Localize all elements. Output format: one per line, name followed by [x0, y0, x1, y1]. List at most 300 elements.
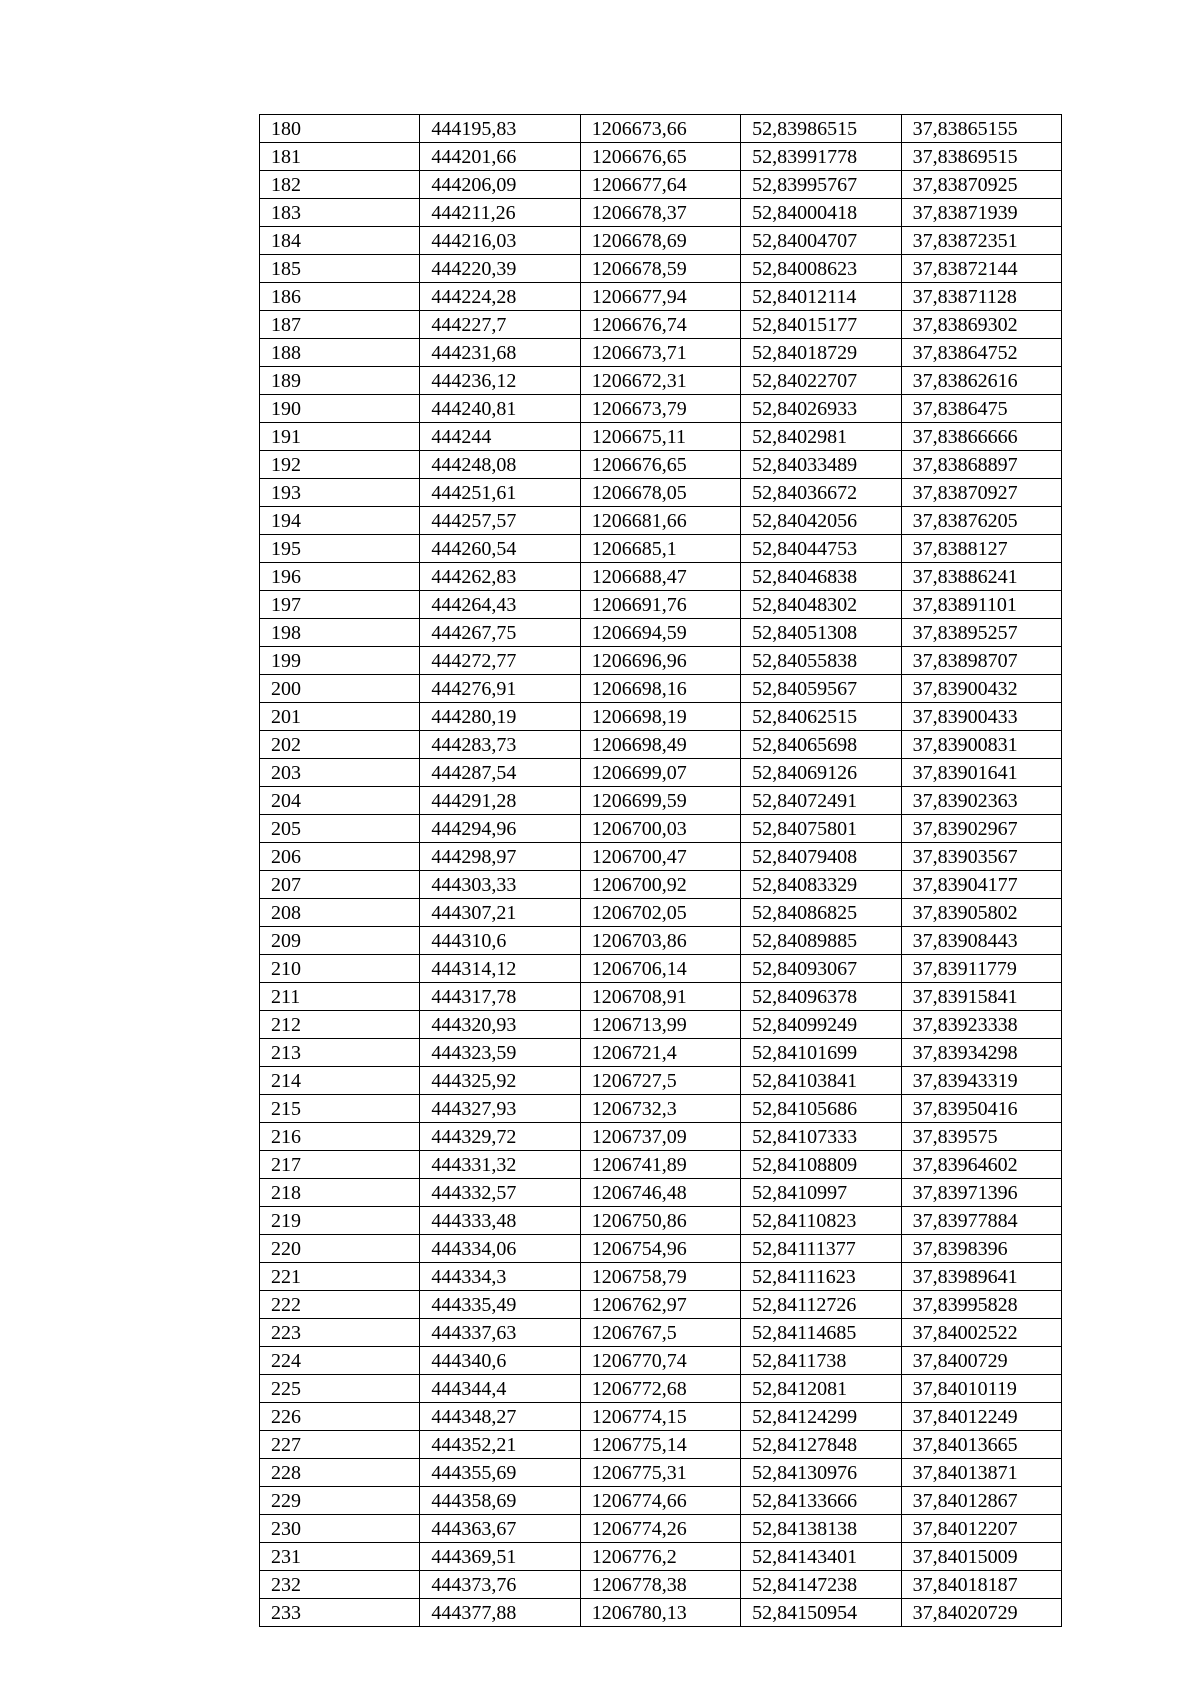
- point-number-cell: 209: [260, 927, 420, 955]
- longitude-cell: 37,84002522: [901, 1319, 1061, 1347]
- y-coordinate-cell: 1206737,09: [580, 1123, 740, 1151]
- x-coordinate-cell: 444220,39: [420, 255, 580, 283]
- table-row: [260, 1571, 1062, 1599]
- table-row: [260, 339, 1062, 367]
- table-row: [260, 927, 1062, 955]
- y-coordinate-cell: 1206685,1: [580, 535, 740, 563]
- point-number-cell: 228: [260, 1459, 420, 1487]
- table-row: [260, 535, 1062, 563]
- table-row: [260, 675, 1062, 703]
- y-coordinate-cell: 1206767,5: [580, 1319, 740, 1347]
- y-coordinate-cell: 1206699,59: [580, 787, 740, 815]
- point-number-cell: 184: [260, 227, 420, 255]
- y-coordinate-cell: 1206673,66: [580, 115, 740, 143]
- longitude-cell: 37,84012867: [901, 1487, 1061, 1515]
- y-coordinate-cell: 1206676,74: [580, 311, 740, 339]
- x-coordinate-cell: 444335,49: [420, 1291, 580, 1319]
- y-coordinate-cell: 1206762,97: [580, 1291, 740, 1319]
- y-coordinate-cell: 1206681,66: [580, 507, 740, 535]
- latitude-cell: 52,83991778: [741, 143, 901, 171]
- point-number-cell: 220: [260, 1235, 420, 1263]
- point-number-cell: 215: [260, 1095, 420, 1123]
- y-coordinate-cell: 1206770,74: [580, 1347, 740, 1375]
- longitude-cell: 37,83964602: [901, 1151, 1061, 1179]
- table-row: [260, 1403, 1062, 1431]
- point-number-cell: 214: [260, 1067, 420, 1095]
- table-row: [260, 955, 1062, 983]
- point-number-cell: 190: [260, 395, 420, 423]
- longitude-cell: 37,83891101: [901, 591, 1061, 619]
- table-row: [260, 507, 1062, 535]
- x-coordinate-cell: 444260,54: [420, 535, 580, 563]
- y-coordinate-cell: 1206721,4: [580, 1039, 740, 1067]
- table-row: [260, 1431, 1062, 1459]
- latitude-cell: 52,83986515: [741, 115, 901, 143]
- table-row: [260, 311, 1062, 339]
- y-coordinate-cell: 1206741,89: [580, 1151, 740, 1179]
- longitude-cell: 37,83971396: [901, 1179, 1061, 1207]
- point-number-cell: 201: [260, 703, 420, 731]
- table-row: [260, 1067, 1062, 1095]
- y-coordinate-cell: 1206700,92: [580, 871, 740, 899]
- y-coordinate-cell: 1206678,69: [580, 227, 740, 255]
- point-number-cell: 210: [260, 955, 420, 983]
- point-number-cell: 233: [260, 1599, 420, 1627]
- latitude-cell: 52,84107333: [741, 1123, 901, 1151]
- latitude-cell: 52,84055838: [741, 647, 901, 675]
- table-row: [260, 255, 1062, 283]
- y-coordinate-cell: 1206696,96: [580, 647, 740, 675]
- longitude-cell: 37,83866666: [901, 423, 1061, 451]
- y-coordinate-cell: 1206698,49: [580, 731, 740, 759]
- x-coordinate-cell: 444195,83: [420, 115, 580, 143]
- latitude-cell: 52,84111623: [741, 1263, 901, 1291]
- latitude-cell: 52,84147238: [741, 1571, 901, 1599]
- latitude-cell: 52,84000418: [741, 199, 901, 227]
- longitude-cell: 37,84012249: [901, 1403, 1061, 1431]
- latitude-cell: 52,84033489: [741, 451, 901, 479]
- x-coordinate-cell: 444283,73: [420, 731, 580, 759]
- point-number-cell: 213: [260, 1039, 420, 1067]
- table-row: [260, 647, 1062, 675]
- longitude-cell: 37,83900831: [901, 731, 1061, 759]
- table-row: [260, 899, 1062, 927]
- latitude-cell: 52,84089885: [741, 927, 901, 955]
- x-coordinate-cell: 444272,77: [420, 647, 580, 675]
- table-row: [260, 1151, 1062, 1179]
- x-coordinate-cell: 444231,68: [420, 339, 580, 367]
- longitude-cell: 37,83862616: [901, 367, 1061, 395]
- x-coordinate-cell: 444211,26: [420, 199, 580, 227]
- point-number-cell: 187: [260, 311, 420, 339]
- y-coordinate-cell: 1206703,86: [580, 927, 740, 955]
- latitude-cell: 52,84101699: [741, 1039, 901, 1067]
- x-coordinate-cell: 444344,4: [420, 1375, 580, 1403]
- latitude-cell: 52,84112726: [741, 1291, 901, 1319]
- y-coordinate-cell: 1206691,76: [580, 591, 740, 619]
- y-coordinate-cell: 1206698,19: [580, 703, 740, 731]
- longitude-cell: 37,83901641: [901, 759, 1061, 787]
- point-number-cell: 193: [260, 479, 420, 507]
- point-number-cell: 182: [260, 171, 420, 199]
- latitude-cell: 52,84143401: [741, 1543, 901, 1571]
- y-coordinate-cell: 1206708,91: [580, 983, 740, 1011]
- longitude-cell: 37,83902363: [901, 787, 1061, 815]
- point-number-cell: 225: [260, 1375, 420, 1403]
- latitude-cell: 52,84048302: [741, 591, 901, 619]
- longitude-cell: 37,83895257: [901, 619, 1061, 647]
- x-coordinate-cell: 444373,76: [420, 1571, 580, 1599]
- y-coordinate-cell: 1206758,79: [580, 1263, 740, 1291]
- longitude-cell: 37,83995828: [901, 1291, 1061, 1319]
- y-coordinate-cell: 1206700,47: [580, 843, 740, 871]
- point-number-cell: 231: [260, 1543, 420, 1571]
- latitude-cell: 52,84105686: [741, 1095, 901, 1123]
- x-coordinate-cell: 444363,67: [420, 1515, 580, 1543]
- y-coordinate-cell: 1206698,16: [580, 675, 740, 703]
- x-coordinate-cell: 444327,93: [420, 1095, 580, 1123]
- x-coordinate-cell: 444352,21: [420, 1431, 580, 1459]
- y-coordinate-cell: 1206746,48: [580, 1179, 740, 1207]
- x-coordinate-cell: 444337,63: [420, 1319, 580, 1347]
- x-coordinate-cell: 444236,12: [420, 367, 580, 395]
- longitude-cell: 37,84020729: [901, 1599, 1061, 1627]
- x-coordinate-cell: 444377,88: [420, 1599, 580, 1627]
- x-coordinate-cell: 444262,83: [420, 563, 580, 591]
- point-number-cell: 230: [260, 1515, 420, 1543]
- x-coordinate-cell: 444287,54: [420, 759, 580, 787]
- longitude-cell: 37,83900432: [901, 675, 1061, 703]
- table-row: [260, 619, 1062, 647]
- point-number-cell: 226: [260, 1403, 420, 1431]
- latitude-cell: 52,84133666: [741, 1487, 901, 1515]
- table-row: [260, 703, 1062, 731]
- latitude-cell: 52,84079408: [741, 843, 901, 871]
- point-number-cell: 212: [260, 1011, 420, 1039]
- x-coordinate-cell: 444227,7: [420, 311, 580, 339]
- table-row: [260, 1235, 1062, 1263]
- point-number-cell: 188: [260, 339, 420, 367]
- table-row: [260, 871, 1062, 899]
- table-row: [260, 591, 1062, 619]
- table-row: [260, 1207, 1062, 1235]
- latitude-cell: 52,84124299: [741, 1403, 901, 1431]
- longitude-cell: 37,8398396: [901, 1235, 1061, 1263]
- point-number-cell: 203: [260, 759, 420, 787]
- longitude-cell: 37,8400729: [901, 1347, 1061, 1375]
- latitude-cell: 52,84022707: [741, 367, 901, 395]
- y-coordinate-cell: 1206706,14: [580, 955, 740, 983]
- latitude-cell: 52,8410997: [741, 1179, 901, 1207]
- y-coordinate-cell: 1206676,65: [580, 143, 740, 171]
- x-coordinate-cell: 444307,21: [420, 899, 580, 927]
- table-row: [260, 1515, 1062, 1543]
- latitude-cell: 52,84103841: [741, 1067, 901, 1095]
- longitude-cell: 37,83864752: [901, 339, 1061, 367]
- table-row: [260, 423, 1062, 451]
- longitude-cell: 37,83911779: [901, 955, 1061, 983]
- x-coordinate-cell: 444298,97: [420, 843, 580, 871]
- longitude-cell: 37,84013871: [901, 1459, 1061, 1487]
- longitude-cell: 37,83900433: [901, 703, 1061, 731]
- table-row: [260, 451, 1062, 479]
- point-number-cell: 222: [260, 1291, 420, 1319]
- longitude-cell: 37,83943319: [901, 1067, 1061, 1095]
- point-number-cell: 185: [260, 255, 420, 283]
- coordinates-table-body: [260, 115, 1062, 1627]
- x-coordinate-cell: 444294,96: [420, 815, 580, 843]
- table-row: [260, 395, 1062, 423]
- y-coordinate-cell: 1206774,26: [580, 1515, 740, 1543]
- latitude-cell: 52,84065698: [741, 731, 901, 759]
- point-number-cell: 192: [260, 451, 420, 479]
- point-number-cell: 198: [260, 619, 420, 647]
- latitude-cell: 52,8412081: [741, 1375, 901, 1403]
- x-coordinate-cell: 444244: [420, 423, 580, 451]
- longitude-cell: 37,83989641: [901, 1263, 1061, 1291]
- point-number-cell: 219: [260, 1207, 420, 1235]
- table-row: [260, 115, 1062, 143]
- point-number-cell: 181: [260, 143, 420, 171]
- table-row: [260, 815, 1062, 843]
- x-coordinate-cell: 444320,93: [420, 1011, 580, 1039]
- table-row: [260, 1263, 1062, 1291]
- y-coordinate-cell: 1206776,2: [580, 1543, 740, 1571]
- x-coordinate-cell: 444358,69: [420, 1487, 580, 1515]
- table-row: [260, 283, 1062, 311]
- y-coordinate-cell: 1206732,3: [580, 1095, 740, 1123]
- point-number-cell: 183: [260, 199, 420, 227]
- latitude-cell: 52,84075801: [741, 815, 901, 843]
- latitude-cell: 52,84138138: [741, 1515, 901, 1543]
- x-coordinate-cell: 444323,59: [420, 1039, 580, 1067]
- longitude-cell: 37,83876205: [901, 507, 1061, 535]
- longitude-cell: 37,83872351: [901, 227, 1061, 255]
- x-coordinate-cell: 444317,78: [420, 983, 580, 1011]
- y-coordinate-cell: 1206775,31: [580, 1459, 740, 1487]
- x-coordinate-cell: 444291,28: [420, 787, 580, 815]
- y-coordinate-cell: 1206676,65: [580, 451, 740, 479]
- y-coordinate-cell: 1206678,37: [580, 199, 740, 227]
- y-coordinate-cell: 1206727,5: [580, 1067, 740, 1095]
- y-coordinate-cell: 1206774,66: [580, 1487, 740, 1515]
- longitude-cell: 37,83871128: [901, 283, 1061, 311]
- latitude-cell: 52,84051308: [741, 619, 901, 647]
- longitude-cell: 37,8386475: [901, 395, 1061, 423]
- x-coordinate-cell: 444267,75: [420, 619, 580, 647]
- latitude-cell: 52,84062515: [741, 703, 901, 731]
- latitude-cell: 52,84127848: [741, 1431, 901, 1459]
- table-row: [260, 199, 1062, 227]
- y-coordinate-cell: 1206688,47: [580, 563, 740, 591]
- latitude-cell: 52,84036672: [741, 479, 901, 507]
- longitude-cell: 37,83872144: [901, 255, 1061, 283]
- y-coordinate-cell: 1206675,11: [580, 423, 740, 451]
- latitude-cell: 52,84046838: [741, 563, 901, 591]
- point-number-cell: 221: [260, 1263, 420, 1291]
- point-number-cell: 218: [260, 1179, 420, 1207]
- longitude-cell: 37,83870927: [901, 479, 1061, 507]
- point-number-cell: 232: [260, 1571, 420, 1599]
- table-row: [260, 1543, 1062, 1571]
- y-coordinate-cell: 1206699,07: [580, 759, 740, 787]
- x-coordinate-cell: 444325,92: [420, 1067, 580, 1095]
- y-coordinate-cell: 1206750,86: [580, 1207, 740, 1235]
- point-number-cell: 216: [260, 1123, 420, 1151]
- latitude-cell: 52,84015177: [741, 311, 901, 339]
- table-row: [260, 1179, 1062, 1207]
- point-number-cell: 199: [260, 647, 420, 675]
- table-row: [260, 367, 1062, 395]
- longitude-cell: 37,83871939: [901, 199, 1061, 227]
- coordinates-table: [259, 114, 1062, 1627]
- latitude-cell: 52,84111377: [741, 1235, 901, 1263]
- longitude-cell: 37,84012207: [901, 1515, 1061, 1543]
- y-coordinate-cell: 1206672,31: [580, 367, 740, 395]
- point-number-cell: 195: [260, 535, 420, 563]
- table-row: [260, 1291, 1062, 1319]
- table-row: [260, 1459, 1062, 1487]
- longitude-cell: 37,83865155: [901, 115, 1061, 143]
- y-coordinate-cell: 1206694,59: [580, 619, 740, 647]
- x-coordinate-cell: 444280,19: [420, 703, 580, 731]
- latitude-cell: 52,8411738: [741, 1347, 901, 1375]
- x-coordinate-cell: 444310,6: [420, 927, 580, 955]
- point-number-cell: 186: [260, 283, 420, 311]
- latitude-cell: 52,84086825: [741, 899, 901, 927]
- point-number-cell: 204: [260, 787, 420, 815]
- point-number-cell: 223: [260, 1319, 420, 1347]
- latitude-cell: 52,84108809: [741, 1151, 901, 1179]
- point-number-cell: 224: [260, 1347, 420, 1375]
- table-row: [260, 1095, 1062, 1123]
- y-coordinate-cell: 1206677,94: [580, 283, 740, 311]
- x-coordinate-cell: 444201,66: [420, 143, 580, 171]
- latitude-cell: 52,84093067: [741, 955, 901, 983]
- table-row: [260, 143, 1062, 171]
- latitude-cell: 52,84012114: [741, 283, 901, 311]
- point-number-cell: 196: [260, 563, 420, 591]
- latitude-cell: 52,84008623: [741, 255, 901, 283]
- x-coordinate-cell: 444334,06: [420, 1235, 580, 1263]
- x-coordinate-cell: 444251,61: [420, 479, 580, 507]
- point-number-cell: 206: [260, 843, 420, 871]
- latitude-cell: 52,84114685: [741, 1319, 901, 1347]
- table-row: [260, 1039, 1062, 1067]
- table-row: [260, 731, 1062, 759]
- table-row: [260, 563, 1062, 591]
- x-coordinate-cell: 444340,6: [420, 1347, 580, 1375]
- longitude-cell: 37,83870925: [901, 171, 1061, 199]
- point-number-cell: 211: [260, 983, 420, 1011]
- y-coordinate-cell: 1206702,05: [580, 899, 740, 927]
- point-number-cell: 191: [260, 423, 420, 451]
- table-row: [260, 759, 1062, 787]
- longitude-cell: 37,83904177: [901, 871, 1061, 899]
- table-row: [260, 1375, 1062, 1403]
- longitude-cell: 37,83869302: [901, 311, 1061, 339]
- y-coordinate-cell: 1206673,71: [580, 339, 740, 367]
- longitude-cell: 37,8388127: [901, 535, 1061, 563]
- table-row: [260, 1319, 1062, 1347]
- point-number-cell: 227: [260, 1431, 420, 1459]
- latitude-cell: 52,84150954: [741, 1599, 901, 1627]
- point-number-cell: 197: [260, 591, 420, 619]
- point-number-cell: 200: [260, 675, 420, 703]
- y-coordinate-cell: 1206700,03: [580, 815, 740, 843]
- table-row: [260, 787, 1062, 815]
- longitude-cell: 37,83977884: [901, 1207, 1061, 1235]
- x-coordinate-cell: 444248,08: [420, 451, 580, 479]
- longitude-cell: 37,83915841: [901, 983, 1061, 1011]
- y-coordinate-cell: 1206772,68: [580, 1375, 740, 1403]
- longitude-cell: 37,83950416: [901, 1095, 1061, 1123]
- longitude-cell: 37,83905802: [901, 899, 1061, 927]
- x-coordinate-cell: 444303,33: [420, 871, 580, 899]
- x-coordinate-cell: 444224,28: [420, 283, 580, 311]
- x-coordinate-cell: 444240,81: [420, 395, 580, 423]
- latitude-cell: 52,84069126: [741, 759, 901, 787]
- table-row: [260, 983, 1062, 1011]
- point-number-cell: 189: [260, 367, 420, 395]
- x-coordinate-cell: 444332,57: [420, 1179, 580, 1207]
- longitude-cell: 37,83898707: [901, 647, 1061, 675]
- point-number-cell: 229: [260, 1487, 420, 1515]
- y-coordinate-cell: 1206673,79: [580, 395, 740, 423]
- x-coordinate-cell: 444276,91: [420, 675, 580, 703]
- table-row: [260, 227, 1062, 255]
- y-coordinate-cell: 1206713,99: [580, 1011, 740, 1039]
- x-coordinate-cell: 444257,57: [420, 507, 580, 535]
- latitude-cell: 52,84004707: [741, 227, 901, 255]
- latitude-cell: 52,84044753: [741, 535, 901, 563]
- point-number-cell: 208: [260, 899, 420, 927]
- table-row: [260, 1123, 1062, 1151]
- longitude-cell: 37,83868897: [901, 451, 1061, 479]
- point-number-cell: 217: [260, 1151, 420, 1179]
- y-coordinate-cell: 1206677,64: [580, 171, 740, 199]
- table-row: [260, 1011, 1062, 1039]
- table-row: [260, 1599, 1062, 1627]
- latitude-cell: 52,83995767: [741, 171, 901, 199]
- point-number-cell: 180: [260, 115, 420, 143]
- longitude-cell: 37,83934298: [901, 1039, 1061, 1067]
- x-coordinate-cell: 444331,32: [420, 1151, 580, 1179]
- x-coordinate-cell: 444333,48: [420, 1207, 580, 1235]
- y-coordinate-cell: 1206754,96: [580, 1235, 740, 1263]
- x-coordinate-cell: 444329,72: [420, 1123, 580, 1151]
- latitude-cell: 52,84072491: [741, 787, 901, 815]
- table-row: [260, 1347, 1062, 1375]
- longitude-cell: 37,839575: [901, 1123, 1061, 1151]
- y-coordinate-cell: 1206780,13: [580, 1599, 740, 1627]
- point-number-cell: 205: [260, 815, 420, 843]
- latitude-cell: 52,84096378: [741, 983, 901, 1011]
- longitude-cell: 37,83908443: [901, 927, 1061, 955]
- y-coordinate-cell: 1206774,15: [580, 1403, 740, 1431]
- y-coordinate-cell: 1206678,59: [580, 255, 740, 283]
- table-row: [260, 843, 1062, 871]
- latitude-cell: 52,84099249: [741, 1011, 901, 1039]
- longitude-cell: 37,83923338: [901, 1011, 1061, 1039]
- y-coordinate-cell: 1206778,38: [580, 1571, 740, 1599]
- y-coordinate-cell: 1206775,14: [580, 1431, 740, 1459]
- latitude-cell: 52,84026933: [741, 395, 901, 423]
- latitude-cell: 52,84059567: [741, 675, 901, 703]
- latitude-cell: 52,84130976: [741, 1459, 901, 1487]
- longitude-cell: 37,83902967: [901, 815, 1061, 843]
- latitude-cell: 52,8402981: [741, 423, 901, 451]
